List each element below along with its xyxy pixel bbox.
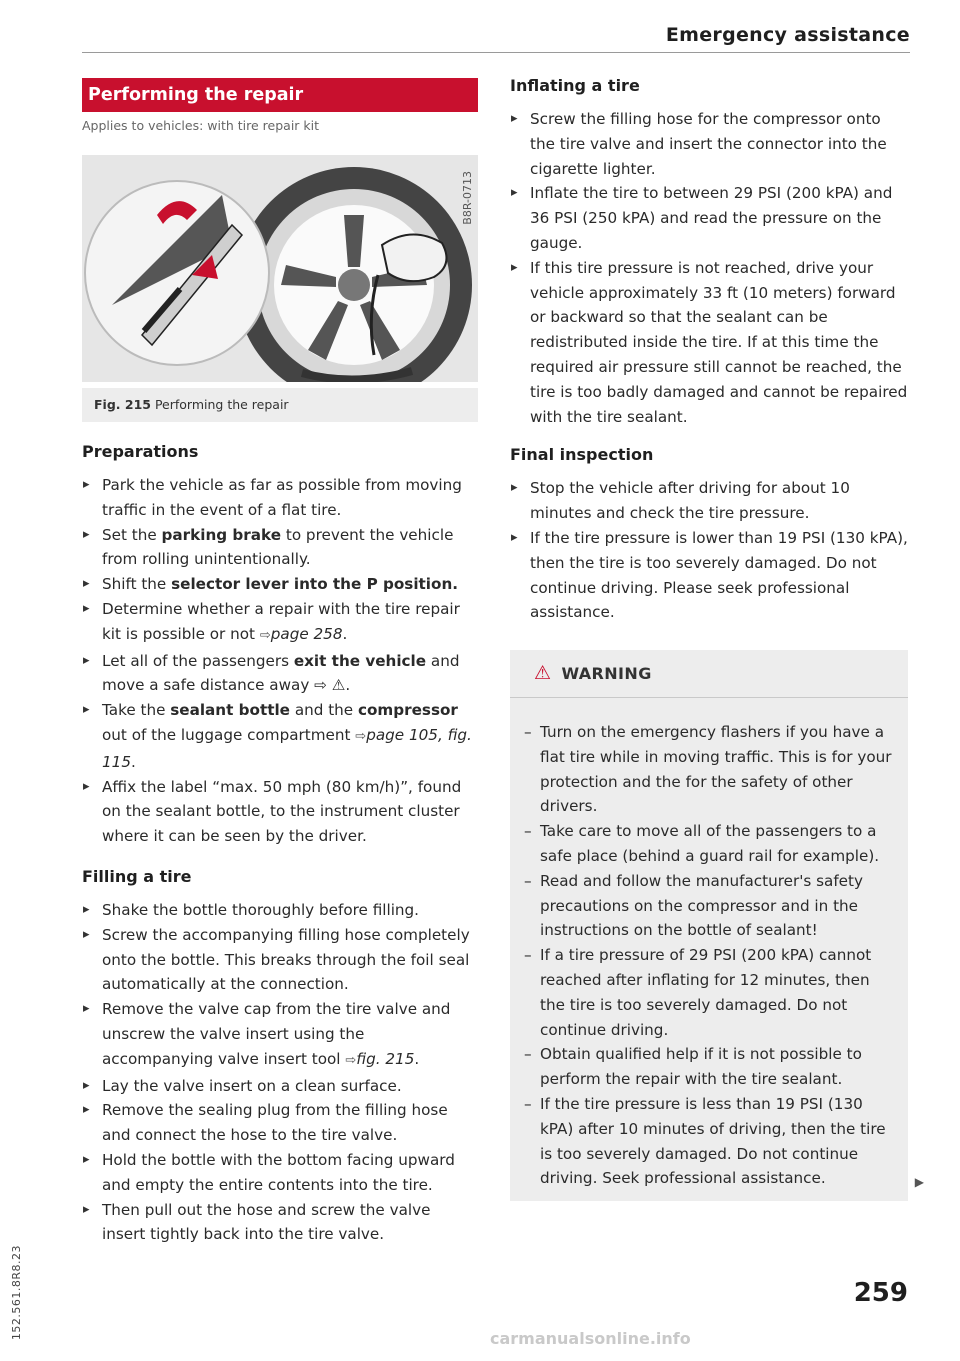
list-item: – Turn on the emergency flashers if you have a flat tire while in moving traffic. This is for your protection and the for the safety of other drivers. — [524, 720, 896, 819]
arrow-right-icon: ⇨ — [259, 627, 271, 643]
list-item: ▸ Stop the vehicle after driving for about 10 minutes and check the tire pressure. — [510, 476, 910, 526]
warning-title: ⚠ WARNING — [534, 662, 652, 684]
section-title: Performing the repair — [82, 78, 478, 112]
list-item: ▸ If the tire pressure is lower than 19 PSI (130 kPA), then the tire is too severely damaged. Do not continue driving. Please seek professional assistance. — [510, 526, 910, 625]
list-item: ▸ Lay the valve insert on a clean surface. — [82, 1074, 478, 1099]
list-item: ▸ Park the vehicle as far as possible from moving traffic in the event of a flat tire. — [82, 473, 478, 523]
preparations-heading: Preparations — [82, 442, 199, 461]
final-heading: Final inspection — [510, 445, 654, 465]
list-item: ▸ Take the sealant bottle and the compressor out of the luggage compartment ⇨page 105, fig. 115. — [82, 698, 478, 774]
arrow-right-icon: ⇨ — [345, 1052, 357, 1068]
right-column — [510, 76, 910, 625]
figure-illustration — [82, 155, 478, 382]
applies-note: Applies to vehicles: with tire repair kit — [82, 118, 320, 133]
left-column — [82, 78, 478, 1247]
list-item: ▸ Inflate the tire to between 29 PSI (200 kPA) and 36 PSI (250 kPA) and read the pressure on the gauge. — [510, 181, 910, 255]
page-number: 259 — [853, 1278, 908, 1308]
inflating-list — [510, 107, 910, 429]
filling-heading: Filling a tire — [82, 866, 192, 886]
inflating-heading: Inflating a tire — [510, 76, 640, 95]
list-item: ▸ Set the parking brake to prevent the vehicle from rolling unintentionally. — [82, 523, 478, 573]
list-item: ▸ Affix the label “max. 50 mph (80 km/h)”, found on the sealant bottle, to the instrument cluster where it can be seen by the driver. — [82, 775, 478, 849]
caption-label: Fig. 215 — [94, 397, 151, 412]
list-item: ▸ Hold the bottle with the bottom facing upward and empty the entire contents into the tire. — [82, 1148, 478, 1198]
watermark: carmanualsonline.info — [490, 1329, 691, 1348]
final-list — [510, 476, 910, 625]
list-item: – Read and follow the manufacturer's safety precautions on the compressor and in the instructions on the bottle of sealant! — [524, 869, 896, 943]
caption-text: Performing the repair — [154, 397, 289, 412]
page-ref-link[interactable]: page 105, fig. 115 — [102, 725, 472, 771]
list-item: – If the tire pressure is less than 19 PSI (130 kPA) after 10 minutes of driving, then the tire is too severely damaged. Do not continue driving. Seek professional assistance. — [524, 1092, 896, 1191]
warning-list — [524, 720, 896, 1191]
header-rule — [82, 52, 910, 53]
list-item: – Take care to move all of the passengers to a safe place (behind a guard rail for example). — [524, 819, 896, 869]
figure-code: B8R-0713 — [461, 171, 474, 225]
filling-list — [82, 898, 478, 1247]
figure-caption — [82, 388, 478, 422]
page-ref-link[interactable]: page 258 — [270, 624, 343, 643]
warning-ref-link[interactable]: ⇨ ⚠ — [314, 676, 346, 695]
arrow-right-icon: ⇨ — [355, 728, 367, 744]
list-item: ▸ Shake the bottle thoroughly before filling. — [82, 898, 478, 923]
list-item: ▸ Screw the filling hose for the compressor onto the tire valve and insert the connector into the cigarette lighter. — [510, 107, 910, 181]
list-item: ▸ If this tire pressure is not reached, drive your vehicle approximately 33 ft (10 meters) forward or backward so that the sealant can be redistributed inside the tire. If at this time the required air pressure still cannot be reached, the tire is too badly damaged and cannot be repaired with the tire sealant. — [510, 256, 910, 430]
list-item: ▸ Determine whether a repair with the tire repair kit is possible or not ⇨page 258. — [82, 597, 478, 649]
list-item: ▸ Remove the valve cap from the tire valve and unscrew the valve insert using the accompanying valve insert tool ⇨fig. 215. — [82, 997, 478, 1073]
tire-repair-illustration — [82, 155, 478, 382]
list-item: ▸ Let all of the passengers exit the vehicle and move a safe distance away ⇨ ⚠. — [82, 649, 478, 699]
warning-divider — [510, 697, 908, 698]
list-item: ▸ Then pull out the hose and screw the valve insert tightly back into the tire valve. — [82, 1198, 478, 1248]
continue-arrow-icon[interactable]: ▶ — [914, 1175, 924, 1189]
figure-ref-link[interactable]: fig. 215 — [356, 1049, 415, 1068]
list-item: – If a tire pressure of 29 PSI (200 kPA) cannot reached after inflating for 12 minutes, then the tire is too severely damaged. Do not continue driving. — [524, 943, 896, 1042]
list-item: – Obtain qualified help if it is not possible to perform the repair with the tire sealant. — [524, 1042, 896, 1092]
warning-triangle-icon: ⚠ — [534, 662, 552, 684]
running-head: Emergency assistance — [665, 24, 910, 46]
list-item: ▸ Shift the selector lever into the P position. — [82, 572, 478, 597]
preparations-list — [82, 473, 478, 849]
list-item: ▸ Remove the sealing plug from the filling hose and connect the hose to the tire valve. — [82, 1098, 478, 1148]
list-item: ▸ Screw the accompanying filling hose completely onto the bottle. This breaks through the foil seal automatically at the connection. — [82, 923, 478, 997]
document-code: 152.561.8R8.23 — [10, 1245, 23, 1341]
warning-box — [510, 650, 924, 1201]
